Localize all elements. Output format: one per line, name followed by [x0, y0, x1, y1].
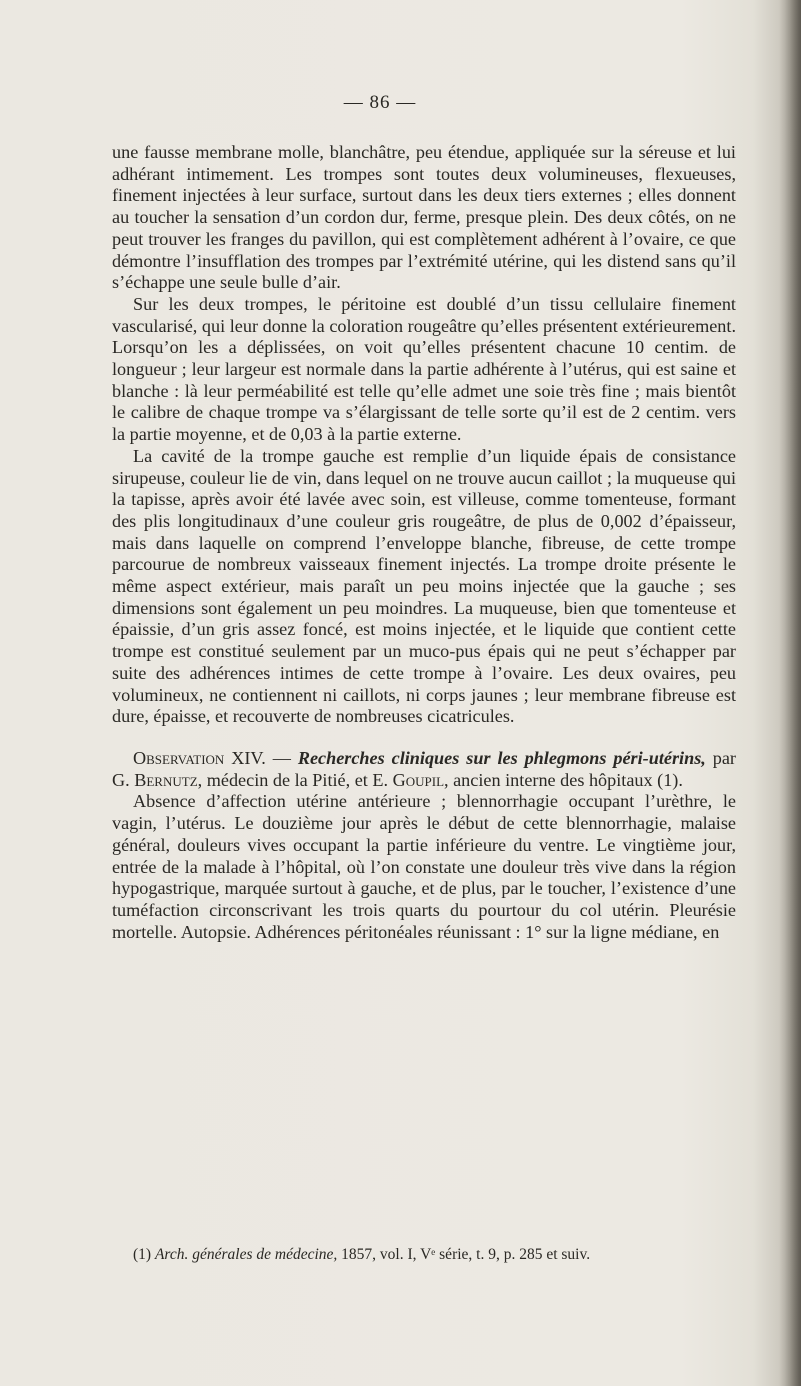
observation-author-1-role: médecin de la Pitié, et: [202, 769, 373, 790]
observation-author-2-role: ancien interne des hôpitaux (1).: [448, 769, 683, 790]
paragraph-cavite: La cavité de la trompe gauche est remplie d’un liquide épais de consistance sirupeuse, couleur lie de vin, dans lequel on ne trouve aucun caillot ; la muqueuse qui la tapisse, après avoir été lavée avec soin, est villeuse, comme tomenteuse, formant des plis longitudinaux d’une couleur gris rougeâtre, de plus de 0,002 d’épaisseur, mais dans laquelle on comprend l’enveloppe blanche, fibreuse, de cette trompe parcourue de nombreux vaisseaux finement injectés. La trompe droite présente le même aspect extérieur, mais paraît un peu moins injectée que la gauche ; ses dimensions sont également un peu moindres. La muqueuse, bien que tomenteuse et épaissie, d’un gris assez foncé, est moins injectée, et le liquide que contient cette trompe est constitué seulement par un muco-pus épais qui ne peut s’échapper par suite des adhérences intimes de cette trompe à l’ovaire. Les deux ovaires, peu volumineux, ne contiennent ni caillots, ni corps jaunes ; leur membrane fibreuse est dure, épaisse, et recouverte de nombreuses cicatricules.: [112, 445, 736, 727]
footnote-details: 1857, vol. I, Vᵉ série, t. 9, p. 285 et suiv.: [337, 1246, 591, 1263]
body-text: [112, 142, 736, 943]
observation-author-2: E. Goupil,: [372, 769, 449, 790]
paragraph-trompes: Sur les deux trompes, le péritoine est doublé d’un tissu cellulaire finement vascularisé, qui leur donne la coloration rougeâtre qu’elles présentent extérieurement. Lorsqu’on les a déplissées, on voit qu’elles présentent chacune 10 centim. de longueur ; leur largeur est normale dans la partie adhérente à l’utérus, qui est saine et blanche : là leur perméabilité est telle qu’elle admet une soie très fine ; mais bientôt le calibre de chaque trompe va s’élargissant de telle sorte qu’il est de 2 centim. vers la partie moyenne, et de 0,03 à la partie externe.: [112, 293, 736, 445]
observation-author-1: G. Bernutz,: [112, 769, 203, 790]
paragraph-continuation: une fausse membrane molle, blanchâtre, peu étendue, appliquée sur la séreuse et lui adhérant intimement. Les trompes sont toutes deux volumineuses, flexueuses, finement injectées à leur surface, surtout dans les deux tiers externes ; elles donnent au toucher la sensation d’un cordon dur, ferme, presque plein. Des deux côtés, on ne peut trouver les franges du pavillon, qui est complètement adhérent à l’ovaire, ce que démontre l’insufflation des trompes par l’extrémité utérine, qui les distend sans qu’il s’échappe une seule bulle d’air.: [112, 142, 736, 293]
footnote-journal: Arch. générales de médecine,: [154, 1246, 338, 1263]
observation-body: Absence d’affection utérine antérieure ; blennorrhagie occupant l’urèthre, le vagin, l’utérus. Le douzième jour après le début de cette blennorrhagie, malaise général, douleurs vives occupant la partie inférieure du ventre. Le vingtième jour, entrée de la malade à l’hôpital, où l’on constate une douleur très vive dans la région hypogastrique, marquée surtout à gauche, et de plus, par le toucher, l’existence d’une tuméfaction circonscrivant les trois quarts du pourtour du col utérin. Pleurésie mortelle. Autopsie. Adhérences péritonéales réunissant : 1° sur la ligne médiane, en: [112, 791, 736, 942]
observation-by: par: [705, 747, 736, 768]
binding-shadow: [779, 0, 801, 1386]
observation-work-title: Recherches cliniques sur les phlegmons péri-utérins,: [297, 747, 706, 768]
page-number: — 86 —: [343, 92, 417, 113]
footnote-marker: (1): [133, 1246, 155, 1263]
observation-label: Observation XIV.: [133, 747, 266, 768]
footnote: [112, 1245, 736, 1264]
observation-dash: —: [265, 747, 298, 768]
observation-heading: [112, 748, 736, 791]
